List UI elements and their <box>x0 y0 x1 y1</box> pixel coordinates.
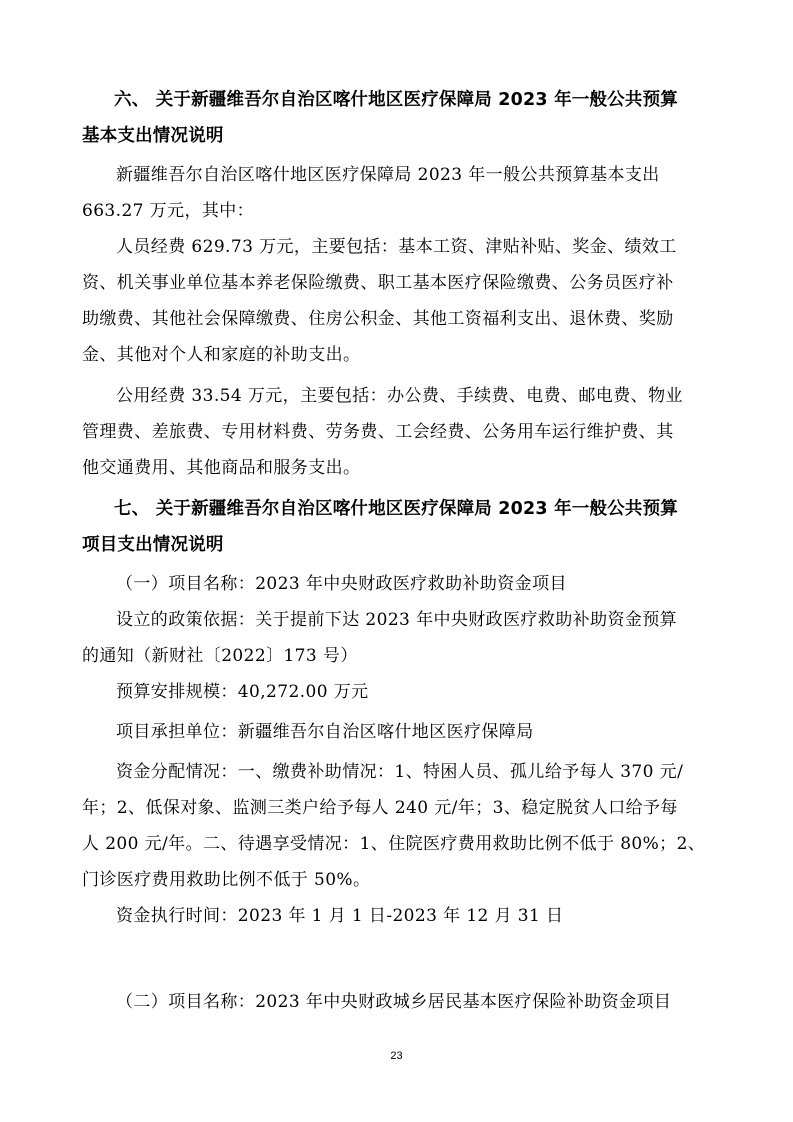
paragraph-line: 设立的政策依据：关于提前下达 2023 年中央财政医疗救助补助资金预算 <box>116 610 678 630</box>
paragraph-line: 门诊医疗费用救助比例不低于 50%。 <box>82 870 371 890</box>
paragraph-line: 助缴费、其他社会保障缴费、住房公积金、其他工资福利支出、退休费、奖励 <box>82 309 674 329</box>
section-7-heading-cont: 项目支出情况说明 <box>82 535 224 555</box>
paragraph-line: 项目承担单位：新疆维吾尔自治区喀什地区医疗保障局 <box>116 722 534 742</box>
paragraph-line: 金、其他对个人和家庭的补助支出。 <box>82 345 361 365</box>
section-6-heading: 六、 关于新疆维吾尔自治区喀什地区医疗保障局 2023 年一般公共预算 <box>114 90 678 110</box>
paragraph-line: 663.27 万元，其中： <box>82 201 255 221</box>
paragraph-line: 公用经费 33.54 万元，主要包括：办公费、手续费、电费、邮电费、物业 <box>116 386 683 406</box>
paragraph-line: 新疆维吾尔自治区喀什地区医疗保障局 2023 年一般公共预算基本支出 <box>116 165 660 185</box>
paragraph-line: 资、机关事业单位基本养老保险缴费、职工基本医疗保险缴费、公务员医疗补 <box>82 273 674 293</box>
paragraph-line: 人 200 元/年。二、待遇享受情况：1、住院医疗费用救助比例不低于 80%；2、 <box>82 834 706 854</box>
paragraph-line: 管理费、差旅费、专用材料费、劳务费、工会经费、公务用车运行维护费、其 <box>82 422 674 442</box>
section-6-heading-cont: 基本支出情况说明 <box>82 126 224 146</box>
section-7-heading: 七、 关于新疆维吾尔自治区喀什地区医疗保障局 2023 年一般公共预算 <box>114 499 678 519</box>
paragraph-line: 人员经费 629.73 万元，主要包括：基本工资、津贴补贴、奖金、绩效工 <box>116 237 677 257</box>
paragraph-line: 年；2、低保对象、监测三类户给予每人 240 元/年；3、稳定脱贫人口给予每 <box>82 798 678 818</box>
paragraph-line: 资金执行时间：2023 年 1 月 1 日-2023 年 12 月 31 日 <box>116 906 564 926</box>
project-1-title: （一）项目名称：2023 年中央财政医疗救助补助资金项目 <box>116 574 567 594</box>
project-2-title: （二）项目名称：2023 年中央财政城乡居民基本医疗保险补助资金项目 <box>116 992 672 1012</box>
paragraph-line: 预算安排规模：40,272.00 万元 <box>116 682 369 702</box>
paragraph-line: 的通知（新财社〔2022〕173 号） <box>82 646 358 666</box>
page-number: 23 <box>390 1050 403 1062</box>
paragraph-line: 资金分配情况：一、缴费补助情况：1、特困人员、孤儿给予每人 370 元/ <box>116 762 684 782</box>
paragraph-line: 他交通费用、其他商品和服务支出。 <box>82 458 361 478</box>
